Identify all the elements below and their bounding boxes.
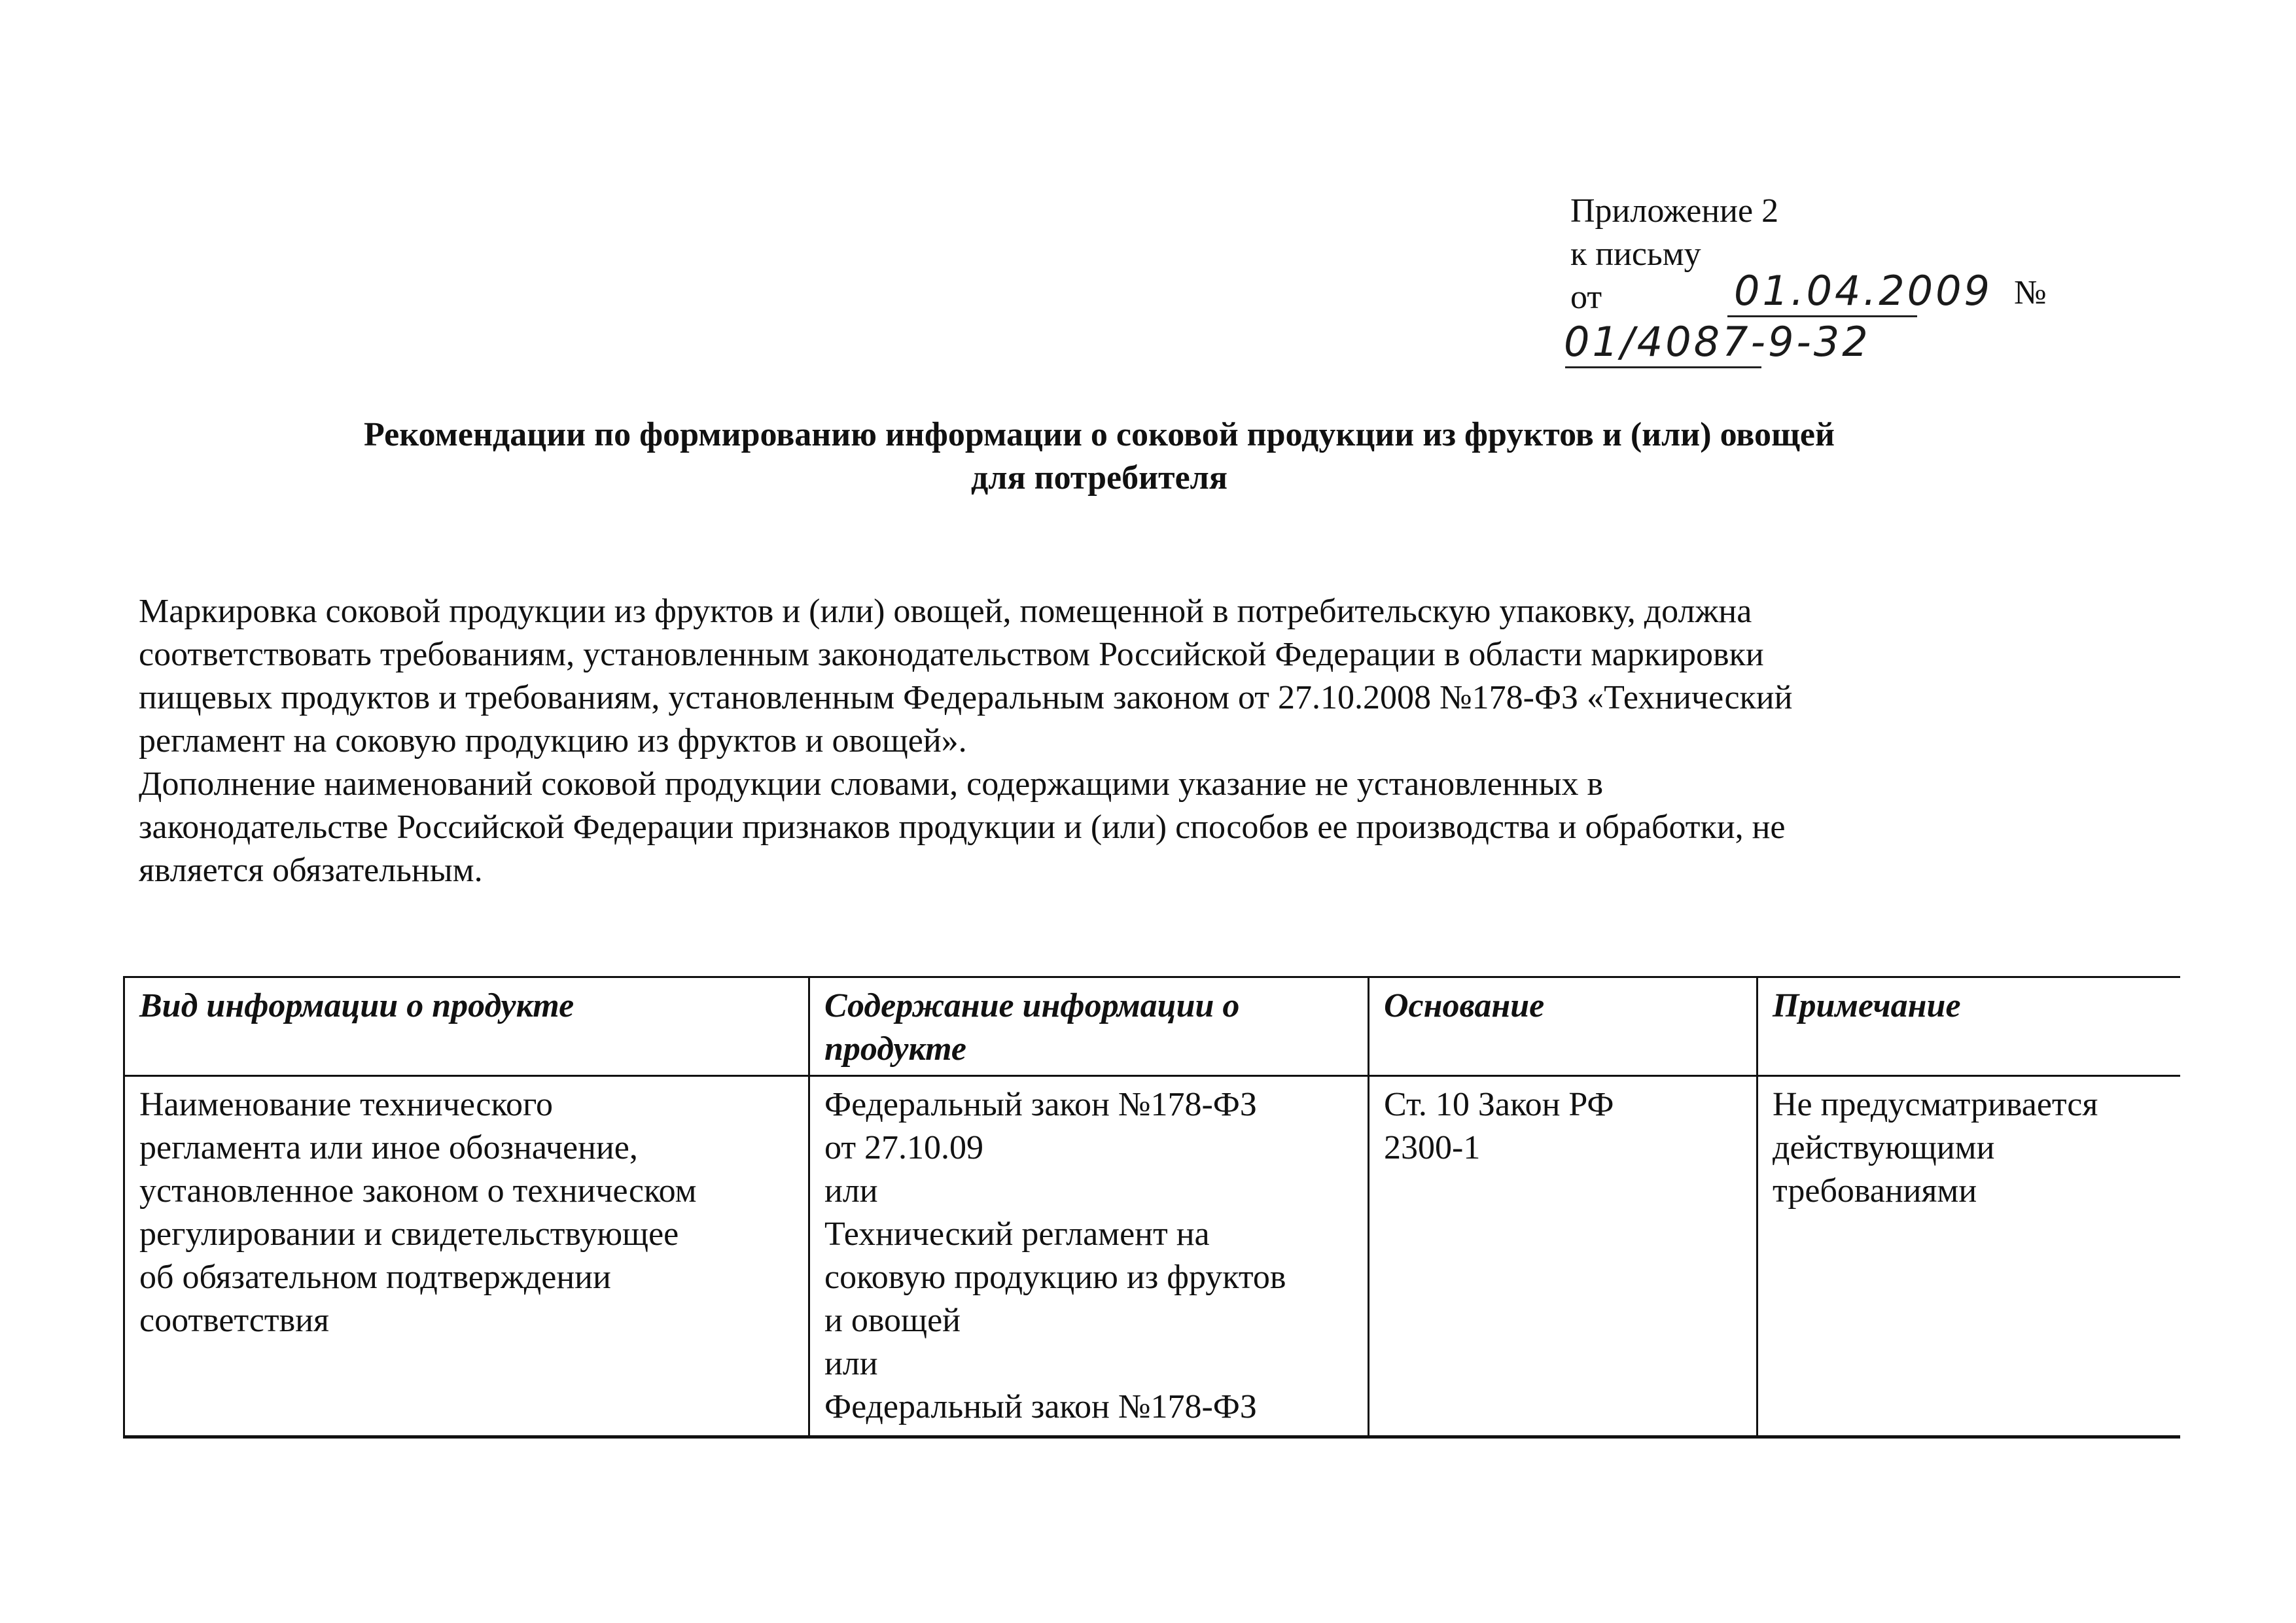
text-line: Дополнение наименований соковой продукции словами, содержащими указание не установленных в — [139, 765, 1604, 803]
document-title — [118, 413, 2081, 500]
cell-line: Ст. 10 Закон РФ — [1384, 1086, 1614, 1123]
cell-line: от 27.10.09 — [824, 1129, 984, 1166]
cell-line: Технический регламент на — [824, 1215, 1210, 1253]
text-line: соответствовать требованиям, установленным законодательством Российской Федерации в области маркировки — [139, 636, 1764, 673]
cell-line: действующими — [1773, 1129, 1995, 1166]
cell-line: 2300-1 — [1384, 1129, 1481, 1166]
cell-line: или — [824, 1345, 878, 1382]
appendix-title: Приложение 2 — [1570, 192, 1779, 230]
number-sign: № — [2014, 274, 2047, 311]
text-line: законодательстве Российской Федерации признаков продукции и (или) способов ее производства и обработки, не — [139, 809, 1786, 846]
text-line: регламент на соковую продукцию из фруктов и овощей». — [139, 722, 967, 759]
header-info-content: Содержание информации о продукте — [809, 977, 1369, 1076]
table-header-row — [124, 977, 2180, 1076]
cell-basis — [1369, 1076, 1757, 1437]
paragraph-naming — [139, 763, 2102, 892]
cell-line: требованиями — [1773, 1172, 1977, 1210]
cell-line: Не предусматривается — [1773, 1086, 2098, 1123]
appendix-from-label: от — [1570, 279, 1602, 316]
cell-line: или — [824, 1172, 878, 1210]
cell-line: соответствия — [139, 1302, 329, 1339]
number-underline — [1565, 366, 1761, 368]
cell-info-type — [124, 1076, 809, 1437]
handwritten-date: 01.04.2009 — [1734, 267, 1992, 315]
cell-info-content — [809, 1076, 1369, 1437]
title-line-2: для потребителя — [971, 459, 1227, 497]
product-info-table — [123, 976, 2180, 1439]
cell-line: регулировании и свидетельствующее — [139, 1215, 679, 1253]
date-underline — [1727, 315, 1917, 317]
cell-line: регламента или иное обозначение, — [139, 1129, 638, 1166]
cell-line: Федеральный закон №178-ФЗ — [824, 1086, 1257, 1123]
cell-line: установленное законом о техническом — [139, 1172, 697, 1210]
cell-line: об обязательном подтверждении — [139, 1259, 611, 1296]
paragraph-labeling — [139, 590, 2102, 763]
handwritten-number: 01/4087-9-32 — [1564, 318, 1871, 366]
title-line-1: Рекомендации по формированию информации о соковой продукции из фруктов и (или) овощей — [364, 416, 1835, 453]
header-basis: Основание — [1369, 977, 1757, 1076]
header-note: Примечание — [1757, 977, 2180, 1076]
header-info-type: Вид информации о продукте — [124, 977, 809, 1076]
cell-line: и овощей — [824, 1302, 961, 1339]
appendix-letter-ref: к письму — [1570, 236, 1701, 273]
cell-line: Федеральный закон №178-ФЗ — [824, 1388, 1257, 1425]
table-row — [124, 1076, 2180, 1437]
text-line: Маркировка соковой продукции из фруктов и (или) овощей, помещенной в потребительскую упаковку, должна — [139, 593, 1752, 630]
body-text — [139, 590, 2102, 892]
cell-line: соковую продукцию из фруктов — [824, 1259, 1286, 1296]
text-line: пищевых продуктов и требованиям, установленным Федеральным законом от 27.10.2008 №178-ФЗ «Технический — [139, 679, 1793, 716]
text-line: является обязательным. — [139, 852, 483, 889]
cell-note — [1757, 1076, 2180, 1437]
cell-line: Наименование технического — [139, 1086, 553, 1123]
